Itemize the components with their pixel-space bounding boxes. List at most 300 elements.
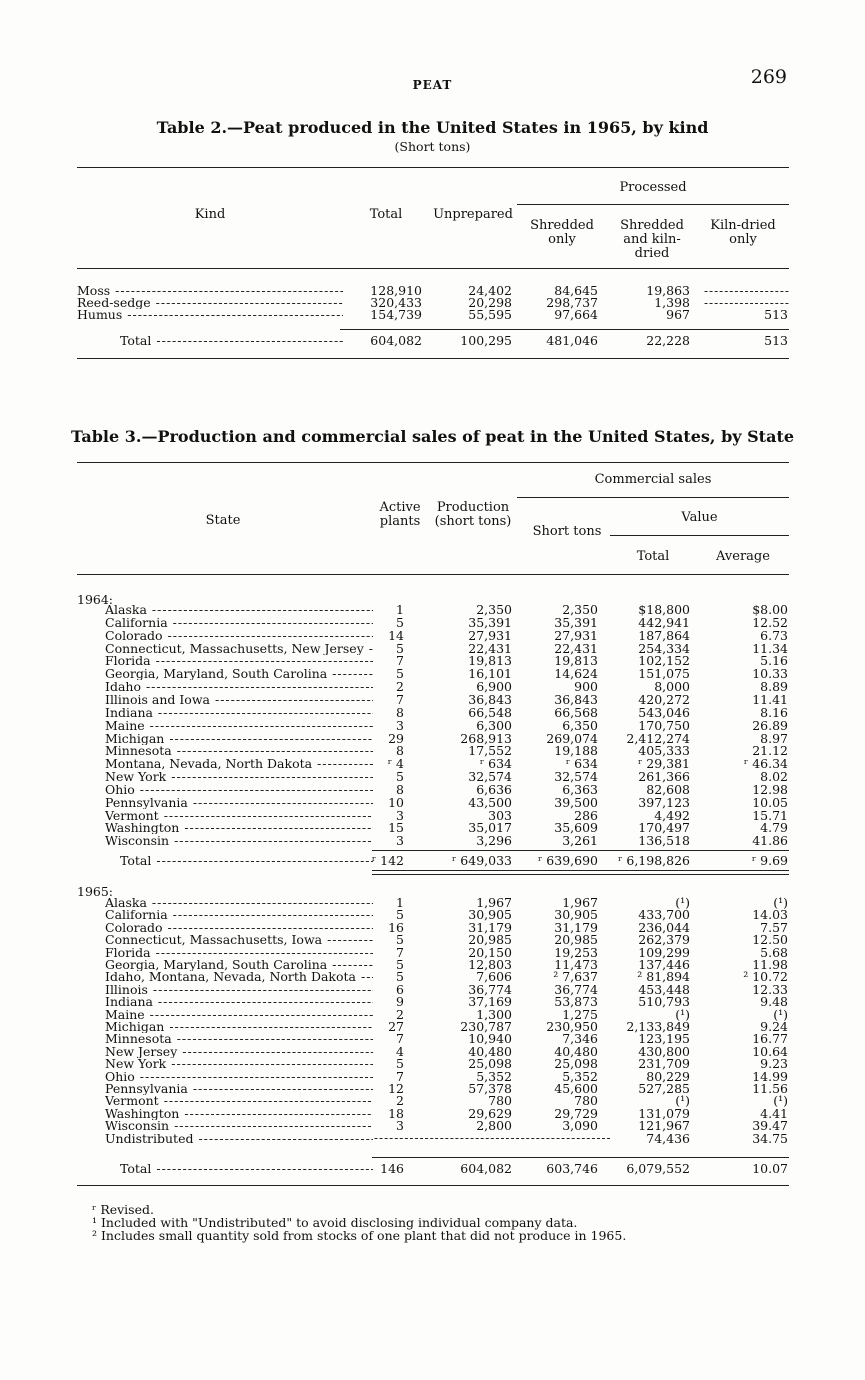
table3-1965-row-label: California ----- (105, 909, 373, 921)
table3-title: Table 3.—Production and commercial sales of peat in the United States, by State (70, 427, 795, 446)
table3-1965-row (0, 1006, 865, 1022)
table3-1965-row-production: 230,787 (460, 1019, 512, 1034)
table2-header-unprepared: Unprepared (433, 207, 513, 222)
table3-1964-row-average: 8.02 (760, 769, 788, 785)
table3-1964-row-total: 151,075 (638, 666, 690, 682)
table3-1964-row-label: Ohio ----- (105, 784, 373, 796)
table2-row-shredded-kiln: 967 (666, 307, 690, 322)
table3-1965-row-label: Ohio ----- (105, 1071, 373, 1083)
table3-1964-row-short-tons: ʳ 634 (565, 756, 598, 772)
table3-1964-row-label: Montana, Nevada, North Dakota ----- (105, 758, 373, 770)
table3-1964-row-total: 8,000 (654, 679, 690, 695)
table3-1965-row-production: 7,606 (476, 969, 512, 985)
table3-header-value: Value (681, 510, 718, 525)
undistributed-empty-leader (374, 1131, 610, 1145)
section-1964-label: 1964: (77, 592, 114, 607)
table3-1965-row (0, 1095, 865, 1107)
table3-1965-row (0, 1033, 865, 1045)
table3-bottom-rule (77, 1185, 789, 1186)
table3-1964-row-short-tons: 39,500 (554, 794, 598, 810)
table3-header-production: Production (short tons) (434, 500, 512, 529)
table3-1964-row-production: 66,548 (468, 704, 512, 720)
table3-1964-row-short-tons: 286 (574, 807, 598, 823)
table3-1965-row-short-tons: 45,600 (554, 1081, 598, 1096)
table3-1964-row-total: 4,492 (654, 807, 690, 823)
table3-1964-row-short-tons: 6,363 (562, 781, 598, 797)
table3-1964-row-average: 11.41 (752, 691, 788, 707)
table3-1965-row-production: 780 (488, 1093, 512, 1109)
table3-1964-total-rule (372, 850, 789, 851)
table3-1964-row-average: $8.00 (752, 602, 788, 617)
table3-1965-row-label: Georgia, Maryland, South Carolina ----- (105, 959, 373, 971)
table3-1965-row-label: Pennsylvania ----- (105, 1083, 373, 1095)
table3-1964-row (0, 717, 865, 733)
table3-1965-row-average: 5.68 (760, 944, 788, 960)
table3-1964-row-total: 82,608 (646, 781, 690, 797)
table3-1964-row (0, 704, 865, 720)
table3-1964-row (0, 640, 865, 656)
table3-1965-row-short-tons: 36,774 (554, 981, 598, 997)
table2-row-label: Humus ----- (77, 309, 343, 321)
table3-1964-row-average: 8.16 (760, 704, 788, 720)
table3-1965-row-label: Maine ----- (105, 1009, 373, 1021)
table3-1965-row-average: 39.47 (752, 1118, 788, 1134)
table3-1965-row-average: 14.99 (752, 1068, 788, 1084)
table3-1965-row-plants: 4 (396, 1043, 404, 1059)
table3-1965-row-plants: 18 (388, 1105, 404, 1121)
table3-1965-row-label: Alaska ----- (105, 897, 373, 909)
table3-1965-row-average: 9.48 (760, 994, 788, 1010)
table3-1964-row-plants: 5 (396, 640, 404, 656)
table3-1964-row-plants: 14 (388, 627, 404, 643)
table3-1965-row-production: 12,803 (468, 957, 512, 972)
table2-header-total: Total (369, 207, 403, 222)
table3-1965-row-production: 57,378 (468, 1081, 512, 1096)
table3-1965-row-production: 40,480 (468, 1043, 512, 1059)
table3-1965-row-plants: 2 (396, 1093, 404, 1109)
table3-1964-row-short-tons: 19,813 (554, 653, 598, 669)
table3-1964-row-average: 11.34 (752, 640, 788, 656)
table3-1965-row-plants: 7 (396, 1068, 404, 1084)
table3-1964-row-average: 12.98 (752, 781, 788, 797)
table2-total-row-shredded-only: 481,046 (546, 333, 598, 348)
table3-header-state: State (205, 513, 241, 528)
table3-1964-row-short-tons: 22,431 (554, 640, 598, 656)
table2-total-row-kiln-only: 513 (764, 333, 788, 348)
table3-1965-row-total: 109,299 (638, 944, 690, 960)
table3-1965-row-production: 1,967 (476, 895, 512, 910)
table3-1965-total-row-label: Total ----- (120, 1163, 373, 1175)
table2-header-kind: Kind (194, 207, 226, 222)
table3-1965-row-short-tons: 19,253 (554, 944, 598, 960)
table3-1965-row-total: 433,700 (638, 907, 690, 923)
table3-1964-row-production: 6,300 (476, 717, 512, 733)
table3-1965-row-production: 25,098 (468, 1056, 512, 1072)
table2-row-label: Reed-sedge ----- (77, 297, 343, 309)
table3-1964-row (0, 745, 865, 757)
table3-1965-row (0, 996, 865, 1008)
table3-1965-row-label: Minnesota ----- (105, 1033, 373, 1045)
table3-1965-row-plants: 27 (388, 1019, 404, 1034)
table3-1964-row-short-tons: 2,350 (562, 602, 598, 617)
footnote-2: ² Includes small quantity sold from stocks of one plant that did not produce in 1965. (92, 1228, 627, 1243)
table2-header-shredded-kiln: Shredded and kiln-dried (620, 218, 684, 261)
table3-1964-row (0, 835, 865, 847)
table2-total-row-shredded-kiln: 22,228 (646, 333, 690, 348)
table3-1965-row-label: Connecticut, Massachusetts, Iowa ----- (105, 934, 373, 946)
table2-row-unprepared: 20,298 (468, 295, 512, 310)
table3-1964-row-total: 2,412,274 (626, 730, 690, 746)
table3-1965-row (0, 1058, 865, 1070)
table3-1964-row-label: Vermont ----- (105, 810, 373, 822)
table3-1965-row-average: 11.56 (752, 1081, 788, 1096)
section-1965-label: 1965: (77, 884, 114, 899)
table2-header-kiln-only: Kiln-dried only (710, 218, 776, 247)
table3-1964-row-production: 3,296 (476, 833, 512, 849)
table3-1965-row-label: Colorado ----- (105, 922, 373, 934)
table3-1965-row-label: Illinois ----- (105, 984, 373, 996)
table3-1964-row-total: 442,941 (638, 614, 690, 630)
table3-1965-row-production: 20,150 (468, 944, 512, 960)
table3-1965-row-total: 131,079 (638, 1105, 690, 1121)
table3-1965-row-plants: 5 (396, 969, 404, 985)
table3-1964-row-label: Florida ----- (105, 655, 373, 667)
table3-1965-row-average: (¹) (773, 1093, 788, 1109)
table3-1964-row-plants: 5 (396, 769, 404, 785)
table2-processed-rule (517, 204, 789, 205)
table3-1964-row-short-tons: 3,261 (562, 833, 598, 849)
table3-1965-row-short-tons: 1,275 (562, 1006, 598, 1022)
table3-1964-row-production: 19,813 (468, 653, 512, 669)
table3-1965-row-short-tons: 11,473 (554, 957, 598, 972)
table3-1965-row-plants: 3 (396, 1118, 404, 1134)
table3-header-rule (77, 574, 789, 575)
table3-1964-total-row (0, 855, 865, 867)
table3-1964-row-short-tons: 14,624 (554, 666, 598, 682)
table3-1964-row-total: 543,046 (638, 704, 690, 720)
table3-1964-row-plants: 3 (396, 807, 404, 823)
table3-1964-row (0, 730, 865, 746)
table3-1964-row-total: 261,366 (638, 769, 690, 785)
table3-1965-row-plants: 5 (396, 1056, 404, 1072)
table3-1965-row-total: 527,285 (638, 1081, 690, 1096)
table3-1965-row (0, 934, 865, 946)
table2-row (0, 309, 865, 321)
table2-bottom-rule (77, 358, 789, 359)
table2-row-shredded-only: 97,664 (554, 307, 598, 322)
table3-1965-row-average: 4.41 (760, 1105, 788, 1121)
table3-1964-row-production: ʳ 634 (479, 756, 512, 772)
table3-1965-row-production: 5,352 (476, 1068, 512, 1084)
table3-1965-row-plants: 1 (396, 895, 404, 910)
table3-1965-row-plants: 2 (396, 1006, 404, 1022)
table3-1965-row-total: 236,044 (638, 919, 690, 935)
table2-row-total: 154,739 (370, 307, 422, 322)
table3-1965-row-label: Undistributed ----- (105, 1133, 373, 1145)
table3-value-rule (610, 535, 789, 536)
table3-1965-row-production: 2,800 (476, 1118, 512, 1134)
table3-1965-row-short-tons: 3,090 (562, 1118, 598, 1134)
table3-1964-total-row-total: ʳ 6,198,826 (618, 853, 690, 868)
table3-1964-row-label: Wisconsin ----- (105, 835, 373, 847)
table3-1964-row-production: 303 (488, 807, 512, 823)
table3-1964-row-label: Washington ----- (105, 822, 373, 834)
table2-header-shredded-only: Shredded only (530, 218, 594, 247)
table3-1965-row (0, 971, 865, 983)
table3-1964-row-label: Michigan ----- (105, 733, 373, 745)
table2-row-shredded-only: 84,645 (554, 283, 598, 298)
table3-1964-row-average: 10.05 (752, 794, 788, 810)
table3-1964-double-rule (372, 870, 789, 875)
table3-1965-row-short-tons: 780 (574, 1093, 598, 1109)
table3-1964-row (0, 794, 865, 810)
table3-1965-row-short-tons: 5,352 (562, 1068, 598, 1084)
table3-1965-row-short-tons: 1,967 (562, 895, 598, 910)
table3-1965-total-row (0, 1163, 865, 1175)
table3-1965-row (0, 959, 865, 971)
table3-1965-row-average: 16.77 (752, 1031, 788, 1047)
footnote-revised: ʳ Revised. (92, 1202, 154, 1217)
table3-header-active-plants: Active plants (379, 500, 421, 529)
table3-1965-row-total: 453,448 (638, 981, 690, 997)
table3-1964-row-short-tons: 35,609 (554, 820, 598, 836)
table3-1964-row-total: 170,497 (638, 820, 690, 836)
footnote-1: ¹ Included with "Undistributed" to avoid disclosing individual company data. (92, 1215, 578, 1230)
table3-1964-row-short-tons: 35,391 (554, 614, 598, 630)
page-number: 269 (750, 66, 787, 88)
table3-1964-row-production: 36,843 (468, 691, 512, 707)
table2-row-shredded-kiln: 1,398 (654, 295, 690, 310)
table3-1965-row-average: 12.50 (752, 932, 788, 948)
table3-1964-row-short-tons: 19,188 (554, 743, 598, 759)
table3-1965-row-average: 34.75 (752, 1130, 788, 1146)
table3-1964-row-plants: 5 (396, 666, 404, 682)
table2-subtitle: (Short tons) (394, 139, 471, 154)
table3-1965-row-production: 1,300 (476, 1006, 512, 1022)
table3-1964-row-production: 17,552 (468, 743, 512, 759)
table3-1965-row-plants: 5 (396, 907, 404, 923)
table3-1965-row-total: 123,195 (638, 1031, 690, 1047)
table3-1964-row-label: Connecticut, Massachusetts, New Jersey ----- (105, 643, 373, 655)
table3-1964-row-plants: 29 (388, 730, 404, 746)
table3-1965-row-total: 231,709 (638, 1056, 690, 1072)
table3-1965-row-total: 137,446 (638, 957, 690, 972)
table3-1964-total-row-short-tons: ʳ 639,690 (537, 853, 598, 868)
table3-1964-row-total: 170,750 (638, 717, 690, 733)
table3-1964-row (0, 668, 865, 680)
table3-1965-row-short-tons: 40,480 (554, 1043, 598, 1059)
table3-1965-row-production: 29,629 (468, 1105, 512, 1121)
table2-total-row-unprepared: 100,295 (460, 333, 512, 348)
table3-1965-row (0, 1105, 865, 1121)
table3-1965-row-plants: 7 (396, 1031, 404, 1047)
table3-1964-row-production: 6,636 (476, 781, 512, 797)
table3-1965-row-short-tons: 7,346 (562, 1031, 598, 1047)
table3-1965-row-plants: 16 (388, 919, 404, 935)
table3-header-short-tons: Short tons (532, 524, 602, 539)
table3-1965-row-label: Michigan ----- (105, 1021, 373, 1033)
running-header: PEAT (412, 78, 453, 92)
table2-empty-leader (704, 296, 790, 310)
table3-1965-row (0, 1083, 865, 1095)
table3-1964-total-row-plants: ʳ 142 (371, 853, 404, 868)
table3-1965-row (0, 919, 865, 935)
table3-1964-row-average: 4.79 (760, 820, 788, 836)
table3-1965-total-rule (372, 1157, 789, 1158)
table2-total-row-total: 604,082 (370, 333, 422, 348)
table3-1965-row-production: 31,179 (468, 919, 512, 935)
table3-1964-row-short-tons: 900 (574, 679, 598, 695)
table3-1965-row-plants: 5 (396, 957, 404, 972)
table3-1964-row-production: 268,913 (460, 730, 512, 746)
table3-1965-row-average: 9.23 (760, 1056, 788, 1072)
table3-1964-row-short-tons: 6,350 (562, 717, 598, 733)
table3-1964-row-plants: 2 (396, 679, 404, 695)
table3-1965-row-plants: 12 (388, 1081, 404, 1096)
table3-1965-row-short-tons: 53,873 (554, 994, 598, 1010)
table3-1964-row-plants: 10 (388, 794, 404, 810)
table3-1964-row (0, 627, 865, 643)
table2-row-unprepared: 55,595 (468, 307, 512, 322)
table3-1964-row-total: 405,333 (638, 743, 690, 759)
table3-1965-row-average: 14.03 (752, 907, 788, 923)
table3-1965-row-short-tons: 30,905 (554, 907, 598, 923)
table3-1965-row (0, 1068, 865, 1084)
table3-1964-row-label: Minnesota ----- (105, 745, 373, 757)
table3-1965-row-total: 2,133,849 (626, 1019, 690, 1034)
table3-1964-row-average: 12.52 (752, 614, 788, 630)
table3-1964-row-plants: 3 (396, 717, 404, 733)
table3-1964-row-plants: ʳ 4 (387, 756, 404, 772)
table3-1964-row-total: 136,518 (638, 833, 690, 849)
table3-1964-row-production: 43,500 (468, 794, 512, 810)
table3-1964-row (0, 691, 865, 707)
table2-row-total: 128,910 (370, 283, 422, 298)
table3-1965-row-plants: 7 (396, 944, 404, 960)
table3-1965-row-total: 262,379 (638, 932, 690, 948)
table3-1964-row-total: ʳ 29,381 (637, 756, 690, 772)
table3-1964-row-production: 27,931 (468, 627, 512, 643)
table3-1965-total-row-production: 604,082 (460, 1161, 512, 1176)
table3-1964-row-label: Alaska ----- (105, 604, 373, 616)
table3-1964-row-label: Indiana ----- (105, 707, 373, 719)
table3-1964-row-total: 397,123 (638, 794, 690, 810)
table3-1965-row-label: Vermont ----- (105, 1095, 373, 1107)
table3-1964-row-total: $18,800 (638, 602, 690, 617)
table3-1964-row-label: Idaho ----- (105, 681, 373, 693)
table3-1964-row-plants: 15 (388, 820, 404, 836)
table3-header-average: Average (716, 549, 770, 564)
table2-row-kiln-only: 513 (764, 307, 788, 322)
table3-1964-row-production: 22,431 (468, 640, 512, 656)
table3-1965-row-label: Florida ----- (105, 947, 373, 959)
table2-total-row-label: Total ----- (120, 335, 344, 347)
table3-1964-row-plants: 3 (396, 833, 404, 849)
table3-1964-row-plants: 7 (396, 691, 404, 707)
table3-1965-row-average: 9.24 (760, 1019, 788, 1034)
table3-1964-row-label: Pennsylvania ----- (105, 797, 373, 809)
table3-1965-row-average: 11.98 (752, 957, 788, 972)
table3-1964-row (0, 758, 865, 770)
table3-1965-total-row-short-tons: 603,746 (546, 1161, 598, 1176)
table3-1965-row-total: 121,967 (638, 1118, 690, 1134)
table3-1964-total-row-label: Total ----- (120, 855, 373, 867)
table3-1965-row-plants: 9 (396, 994, 404, 1010)
table3-1965-row-production: 20,985 (468, 932, 512, 948)
table3-1964-row (0, 822, 865, 834)
table2-row-unprepared: 24,402 (468, 283, 512, 298)
table3-1965-row-total: 80,229 (646, 1068, 690, 1084)
table3-1965-row-plants: 6 (396, 981, 404, 997)
table2-header-rule (77, 268, 789, 269)
table3-1964-row-label: Maine ----- (105, 720, 373, 732)
table3-1965-row-short-tons: ² 7,637 (553, 969, 598, 985)
table3-1965-row (0, 944, 865, 960)
table3-1965-row-label: Idaho, Montana, Nevada, North Dakota ----- (105, 971, 373, 983)
table3-1964-row-plants: 7 (396, 653, 404, 669)
table3-1964-row (0, 771, 865, 783)
table3-1964-row (0, 604, 865, 616)
table3-1964-row-production: 32,574 (468, 769, 512, 785)
table3-1965-row-label: Indiana ----- (105, 996, 373, 1008)
table3-1965-row-plants: 5 (396, 932, 404, 948)
table3-1964-row (0, 681, 865, 693)
table3-1965-row-total: 510,793 (638, 994, 690, 1010)
table3-1965-row-total: ² 81,894 (637, 969, 690, 985)
table3-1964-row-label: Colorado ----- (105, 630, 373, 642)
table3-1965-total-row-total: 6,079,552 (626, 1161, 690, 1176)
table3-1965-row-short-tons: 29,729 (554, 1105, 598, 1121)
table3-1965-row-average: 12.33 (752, 981, 788, 997)
table3-1964-row-average: 6.73 (760, 627, 788, 643)
table3-1964-row-total: 187,864 (638, 627, 690, 643)
table3-1965-row (0, 981, 865, 997)
table3-1964-total-row-average: ʳ 9.69 (751, 853, 788, 868)
table3-1964-row-label: Georgia, Maryland, South Carolina ----- (105, 668, 373, 680)
table3-1964-row (0, 614, 865, 630)
table3-1965-row-short-tons: 25,098 (554, 1056, 598, 1072)
table2-row-label: Moss ----- (77, 285, 343, 297)
table3-1965-row-total: (¹) (675, 1006, 690, 1022)
table3-1964-row-total: 102,152 (638, 653, 690, 669)
table3-1964-row (0, 807, 865, 823)
table3-1965-row (0, 1021, 865, 1033)
table3-1965-row-label: New York ----- (105, 1058, 373, 1070)
table3-commercial-rule (517, 497, 789, 498)
table3-1964-row-average: 41.86 (752, 833, 788, 849)
table2-top-rule (77, 167, 789, 168)
table3-1965-row-total: 430,800 (638, 1043, 690, 1059)
table3-1964-row-plants: 8 (396, 704, 404, 720)
table3-1965-row-average: 10.64 (752, 1043, 788, 1059)
table2-row-total: 320,433 (370, 295, 422, 310)
table3-top-rule (77, 462, 789, 463)
table3-1965-total-row-average: 10.07 (752, 1161, 788, 1176)
table3-1964-row-production: 35,017 (468, 820, 512, 836)
table2-title: Table 2.—Peat produced in the United States in 1965, by kind (156, 118, 709, 137)
table3-1965-row-average: ² 10.72 (743, 969, 788, 985)
table3-1965-row-total: (¹) (675, 1093, 690, 1109)
table3-1964-row-production: 35,391 (468, 614, 512, 630)
table3-1964-row-plants: 8 (396, 743, 404, 759)
table3-1964-row-production: 6,900 (476, 679, 512, 695)
table3-1964-row-average: 8.97 (760, 730, 788, 746)
table3-1965-row-label: Washington ----- (105, 1108, 373, 1120)
table3-1964-row-short-tons: 32,574 (554, 769, 598, 785)
table3-1964-row-short-tons: 269,074 (546, 730, 598, 746)
table3-1965-row-short-tons: 20,985 (554, 932, 598, 948)
table3-header-total: Total (636, 549, 670, 564)
